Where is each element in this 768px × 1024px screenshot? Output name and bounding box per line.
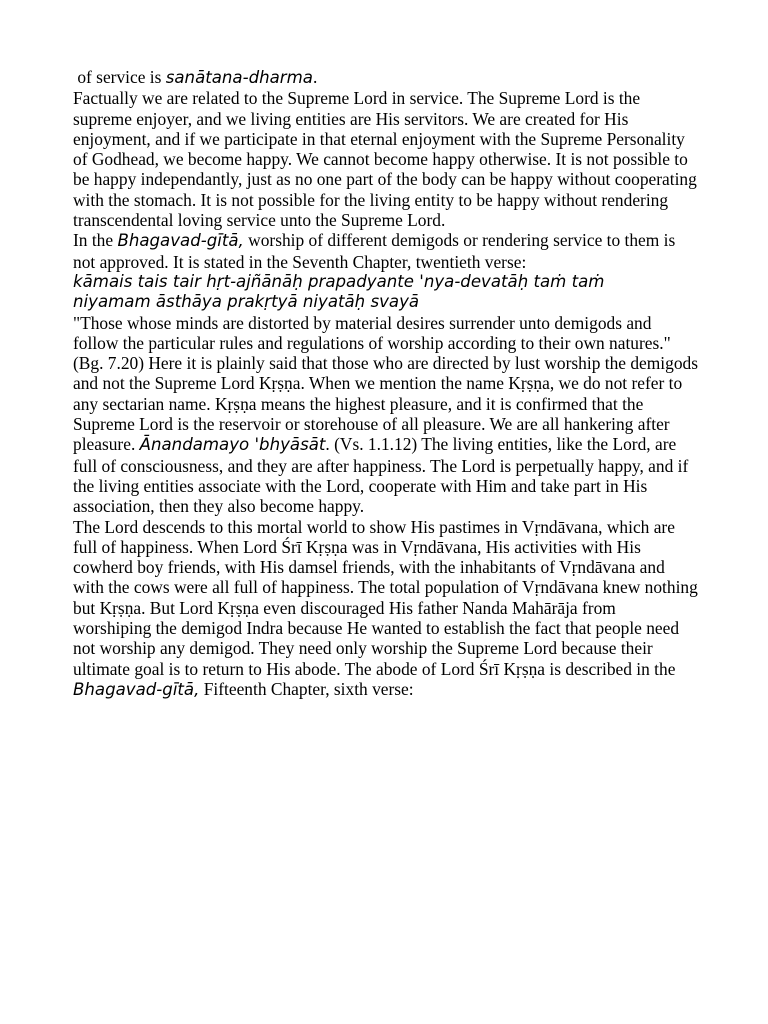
paragraph-5-tail: Fifteenth Chapter, sixth verse: — [199, 678, 414, 699]
paragraph-4-text: "Those whose minds are distorted by material desires surrender unto demigods and follow the particular rules and regulations of worship according to their own natures." (Bg. 7.20) Here it is plainly said that those who are directed by lust worship the demigods and not the Supreme Lord Kṛṣṇa. When we mention the name Kṛṣṇa, we do not refer to any sectarian name. Kṛṣṇa means the highest pleasure, and it is confirmed that the Supreme Lord is the reservoir or storehouse of all pleasure. We are all hankering after pleasure. — [73, 312, 698, 455]
paragraph-1 — [73, 67, 698, 88]
paragraph-2: Factually we are related to the Supreme Lord in service. The Supreme Lord is the supreme enjoyer, and we living entities are His servitors. We are created for His enjoyment, and if we participate in that eternal enjoyment with the Supreme Personality of Godhead, we become happy. We cannot become happy otherwise. It is not possible to be happy independantly, just as no one part of the body can be happy without cooperating with the stomach. It is not possible for the living entity to be happy without rendering transcendental loving service unto the Supreme Lord. — [73, 88, 697, 231]
verse-line-2: niyamam āsthāya prakṛtyā niyatāḥ svayā — [73, 292, 420, 312]
document-page — [73, 67, 698, 700]
paragraph-1-tail: . — [312, 67, 318, 87]
verse-line-1: kāmais tais tair hṛt-ajñānāḥ prapadyante 'nya-devatāḥ taṁ taṁ — [73, 271, 605, 291]
term-sanatana-dharma: sanātana-dharma — [165, 68, 313, 87]
paragraph-3-tail: worship of different demigods or rendering service to them is not approved. It is stated in the Seventh Chapter, twentieth verse: — [73, 230, 676, 272]
sanskrit-verse — [73, 272, 698, 313]
term-bhagavad-gita: Bhagavad-gītā, — [117, 231, 244, 251]
paragraph-4 — [73, 313, 698, 517]
term-bhagavad-gita-2: Bhagavad-gītā, — [73, 679, 200, 699]
paragraph-3-lead: In the — [73, 230, 118, 251]
paragraph-1-lead: of service is — [73, 67, 166, 87]
paragraph-4-tail: . (Vs. 1.1.12) The living entities, like the Lord, are full of consciousness, and they are after happiness. The Lord is perpetually happy, and if the living entities associate with the Lord, cooperate with Him and take part in His association, then they also become happy. — [73, 434, 689, 517]
paragraph-5-text: The Lord descends to this mortal world to show His pastimes in Vṛndāvana, which are full of happiness. When Lord Śrī Kṛṣṇa was in Vṛndāvana, His activities with His cowherd boy friends, with His damsel friends, with the inhabitants of Vṛndāvana and with the cows were all full of happiness. The total population of Vṛndāvana knew nothing but Kṛṣṇa. But Lord Kṛṣṇa even discouraged His father Nanda Mahārāja from worshiping the demigod Indra because He wanted to establish the fact that people need not worship any demigod. They need only worship the Supreme Lord because their ultimate goal is to return to His abode. The abode of Lord Śrī Kṛṣṇa is described in the — [73, 516, 698, 679]
paragraph-3 — [73, 230, 698, 272]
term-anandamayo: Ānandamayo 'bhyāsāt — [139, 435, 326, 455]
paragraph-5 — [73, 517, 698, 701]
